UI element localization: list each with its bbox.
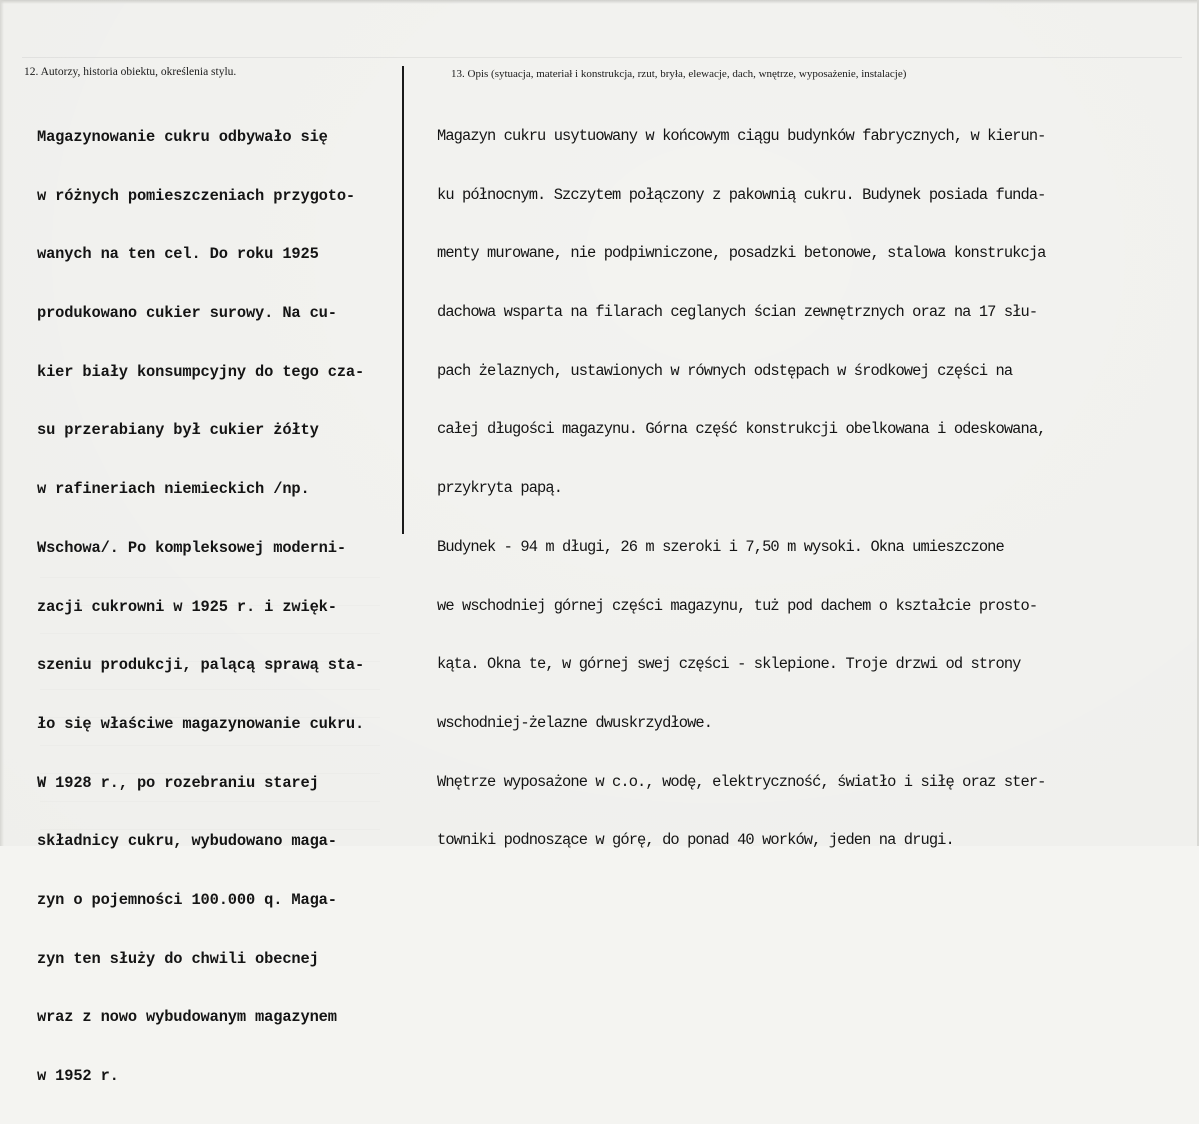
typed-line: kąta. Okna te, w górnej swej części - sklepione. Troje drzwi od strony	[437, 655, 1021, 674]
scan-edge-top	[0, 0, 1199, 4]
typed-line: kier biały konsumpcyjny do tego cza-	[37, 362, 365, 381]
typed-line: menty murowane, nie podpiwniczone, posadzki betonowe, stalowa konstrukcja	[437, 244, 1046, 263]
column-divider	[402, 66, 404, 534]
typed-line: w różnych pomieszczeniach przygoto-	[37, 186, 356, 205]
typed-line: przykryta papą.	[437, 479, 563, 498]
section-13-typed-text	[437, 89, 1046, 888]
typed-line: W 1928 r., po rozebraniu starej	[37, 773, 319, 792]
typed-line: całej długości magazynu. Górna część konstrukcji obelkowana i odeskowana,	[437, 420, 1046, 439]
typed-line: produkowano cukier surowy. Na cu-	[37, 304, 337, 323]
typed-line: towniki podnoszące w górę, do ponad 40 worków, jeden na drugi.	[437, 831, 954, 850]
typed-line: zacji cukrowni w 1925 r. i zwięk-	[37, 597, 337, 616]
typed-line: we wschodniej górnej części magazynu, tuż pod dachem o kształcie prosto-	[437, 596, 1038, 615]
typed-line: ku północnym. Szczytem połączony z pakownią cukru. Budynek posiada funda-	[437, 185, 1046, 204]
typed-line: szeniu produkcji, palącą sprawą sta-	[37, 656, 365, 675]
typed-line: składnicy cukru, wybudowano maga-	[37, 832, 337, 851]
section-12-typed-text	[37, 90, 364, 1124]
typed-line: w 1952 r.	[37, 1067, 119, 1085]
typed-line: wanych na ten cel. Do roku 1925	[37, 245, 319, 264]
typed-line: Magazyn cukru usytuowany w końcowym ciągu budynków fabrycznych, w kierun-	[437, 127, 1046, 145]
typed-line: Budynek - 94 m długi, 26 m szeroki i 7,50 m wysoki. Okna umieszczone	[437, 537, 1004, 556]
typed-line: Magazynowanie cukru odbywało się	[37, 128, 328, 146]
typed-line: pach żelaznych, ustawionych w równych odstępach w środkowej części na	[437, 361, 1013, 380]
scan-edge-left	[0, 0, 4, 846]
faint-header-rule	[22, 57, 1182, 58]
typed-line: zyn ten służy do chwili obecnej	[37, 949, 319, 968]
typed-line: w rafineriach niemieckich /np.	[37, 480, 310, 499]
typed-line: wschodniej-żelazne dwuskrzydłowe.	[437, 713, 713, 732]
typed-line: su przerabiany był cukier żółty	[37, 421, 319, 440]
typed-line: zyn o pojemności 100.000 q. Maga-	[37, 890, 337, 909]
typed-line: dachowa wsparta na filarach ceglanych ścian zewnętrznych oraz na 17 słu-	[437, 303, 1038, 322]
typed-line: ło się właściwe magazynowanie cukru.	[37, 714, 365, 733]
section-12-heading: 12. Autorzy, historia obiektu, określenia stylu.	[24, 66, 237, 78]
typed-line: Wschowa/. Po kompleksowej moderni-	[37, 538, 346, 557]
section-13-heading: 13. Opis (sytuacja, materiał i konstrukcja, rzut, bryła, elewacje, dach, wnętrze, wyposażenie, instalacje)	[451, 68, 907, 80]
typed-line: Wnętrze wyposażone w c.o., wodę, elektryczność, światło i siłę oraz ster-	[437, 772, 1046, 791]
typed-line: wraz z nowo wybudowanym magazynem	[37, 1008, 337, 1027]
